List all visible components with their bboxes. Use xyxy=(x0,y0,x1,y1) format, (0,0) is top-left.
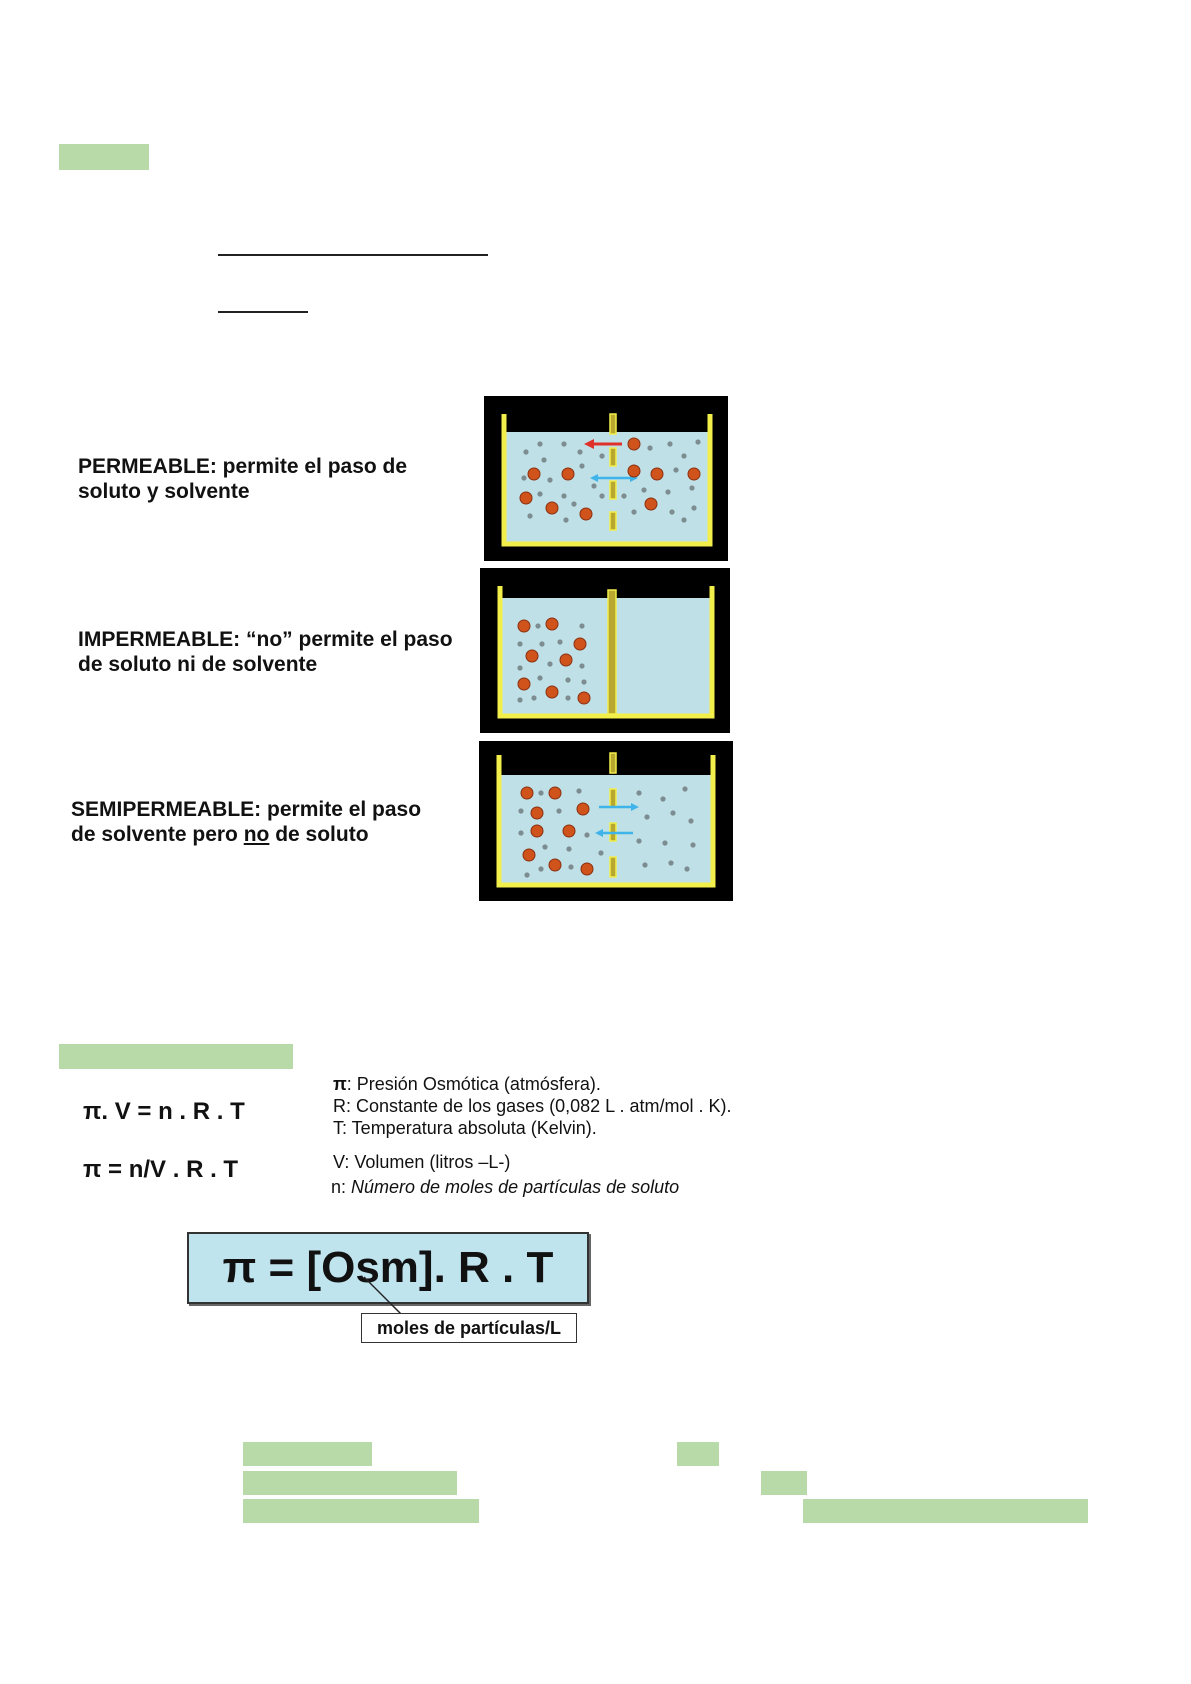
legend-n xyxy=(331,1176,679,1198)
legend-r: R: Constante de los gases (0,082 L . atm/mol . K). xyxy=(333,1096,732,1116)
legend-n-prefix: n: xyxy=(331,1177,352,1197)
impermeable-line-2: de soluto ni de solvente xyxy=(78,653,318,676)
osmolarity-equation: π = [Osm]. R . T xyxy=(222,1243,554,1292)
permeable-label xyxy=(78,454,407,504)
redacted-block-2 xyxy=(677,1442,719,1466)
legend-n-text: Número de moles de partículas de soluto xyxy=(351,1177,680,1197)
impermeable-line-1: IMPERMEABLE: “no” permite el paso xyxy=(78,628,453,651)
permeable-membrane-diagram xyxy=(484,396,728,561)
legend-v: V: Volumen (litros –L-) xyxy=(333,1152,511,1172)
impermeable-membrane-diagram xyxy=(480,568,730,733)
redacted-heading-1 xyxy=(59,144,149,170)
pi-symbol: π xyxy=(333,1074,347,1094)
semipermeable-line-1: SEMIPERMEABLE: permite el paso xyxy=(71,798,422,821)
equation-1: π. V = n . R . T xyxy=(83,1098,245,1125)
blank-underline-1 xyxy=(218,254,488,256)
redacted-block-3 xyxy=(243,1471,457,1495)
permeable-line-1: PERMEABLE: permite el paso de xyxy=(78,455,408,478)
redacted-block-5 xyxy=(243,1499,479,1523)
osmolarity-unit-note: moles de partículas/L xyxy=(361,1313,577,1343)
redacted-block-1 xyxy=(243,1442,372,1466)
permeable-line-2: soluto y solvente xyxy=(78,480,250,503)
legend-t: T: Temperatura absoluta (Kelvin). xyxy=(333,1118,597,1138)
legend-pi xyxy=(333,1073,601,1095)
semipermeable-line-2 xyxy=(71,822,421,847)
redacted-heading-2 xyxy=(59,1044,293,1069)
legend-pi-text: : Presión Osmótica (atmósfera). xyxy=(346,1074,601,1094)
semipermeable-no: no xyxy=(243,823,270,846)
impermeable-label xyxy=(78,627,453,677)
redacted-block-6 xyxy=(803,1499,1088,1523)
semipermeable-label xyxy=(71,797,421,847)
equation-2: π = n/V . R . T xyxy=(83,1156,239,1183)
semipermeable-line-2c: de soluto xyxy=(269,823,369,846)
redacted-block-4 xyxy=(761,1471,807,1495)
semipermeable-line-2a: de solvente pero xyxy=(71,823,244,846)
blank-underline-2 xyxy=(218,311,308,313)
semipermeable-membrane-diagram xyxy=(479,741,733,901)
